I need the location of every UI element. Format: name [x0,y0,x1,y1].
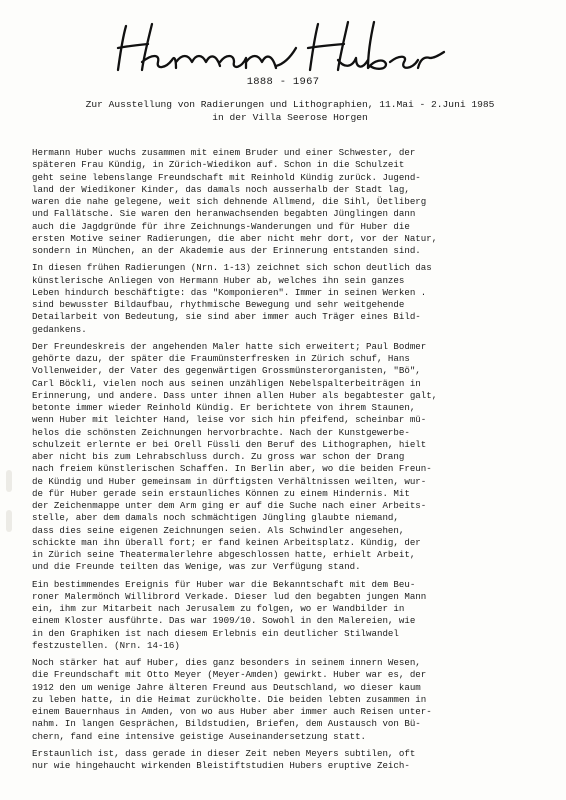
text-line: gehörte dazu, der später die Fraumünsterfresken in Zürich schuf, Hans [32,353,410,364]
text-line: Carl Böckli, vielen noch aus seinen unzähligen Nebelspalterbeiträgen in [32,377,421,389]
text-line: helos die schönsten Zeichnungen hervorbrachte. Nach der Kunstgewerbe- [32,426,410,438]
text-line: in Zürich seine Theatermalerlehre abgeschlossen hatte, erhielt Arbeit, [32,549,416,560]
text-line: de Kündig und Huber gemeinsam in dürftigsten Verhältnissen weilten, wur- [32,475,427,487]
paragraph [32,341,556,574]
text-line: nahm. In langen Gesprächen, Bildstudien, Briefen, dem Austausch von Bü- [32,718,421,730]
paragraph [32,748,556,773]
paragraph [32,657,556,743]
paragraph [32,147,556,257]
text-line: de für Huber gerade sein erstaunliches Können zu einem Hindernis. Mit [32,487,410,499]
text-line: Detailarbeit von Bedeutung, sie sind aber immer auch Träger eines Bild- [32,311,421,323]
text-line: nach freiem künstlerischen Schaffen. In Berlin aber, wo die beiden Freun- [32,463,432,475]
text-line: sind bewusster Bildaufbau, rhythmische Bewegung und sehr weitgehende [32,299,405,310]
text-line: dass dies seine eigenen Zeichnungen seien. Als Schwindler angesehen, [32,524,405,536]
text-line: einem Kloster ausführte. Das war 1909/10. Sowohl in den Malereien, wie [32,615,416,627]
text-line: chern, fand eine intensive geistige Auseinandersetzung statt. [32,730,367,742]
text-line: die Freundschaft mit Otto Meyer (Meyer-Amden) gewirkt. Huber war es, der [32,669,427,681]
paragraph [32,262,556,336]
text-line: ersten Motive seiner Radierungen, die aber nicht mehr dort, vor der Natur, [32,232,438,244]
text-line: einem Bauernhaus in Amden, von wo aus Huber aber immer auch Reisen unter- [32,706,432,717]
text-line: späteren Frau Kündig, in Zürich-Wiedikon auf. Schon in die Schulzeit [32,159,405,171]
text-line: waren die nahe gelegene, weit sich dehnende Allmend, die Sihl, Üetliberg [32,196,427,207]
text-line: schickte man ihn überall fort; er fand keinen Arbeitsplatz. Kündig, der [32,536,421,548]
text-line: Erinnerung, und andere. Dass unter ihnen allen Huber als begabtester galt, [32,389,438,401]
text-line: Erstaunlich ist, dass gerade in dieser Zeit neben Meyers subtilen, oft [32,747,416,759]
text-line: nur wie hingehaucht wirkenden Bleistiftstudien Hubers eruptive Zeich- [32,760,410,771]
text-line: stelle, aber dem damals noch schmächtigen Jüngling glaubte niemand, [32,512,399,524]
text-line: Leben hindurch beschäftigte: das "Komponieren". Immer in seinen Werken . [32,286,427,298]
text-line: künstlerische Anliegen von Hermann Huber ab, welches ihn sein ganzes [32,274,405,286]
punch-hole-mark [6,510,12,532]
text-line: Der Freundeskreis der angehenden Maler hatte sich erweitert; Paul Bodmer [32,340,427,352]
text-line: und die Freunde teilten das Wenige, was zur Verfügung stand. [32,561,361,573]
text-line: aber nicht bis zum Lehrabschluss durch. Zu gross war schon der Drang [32,451,405,462]
text-line: schulzeit erlernte er bei Orell Füssli den Beruf des Lithographen, hielt [32,438,427,450]
handwritten-signature [112,18,462,76]
text-line: in den Graphiken ist nach diesem Erlebnis ein deutlicher Stilwandel [32,627,399,639]
text-line: Vollenweider, der Vater des gegenwärtigen Grossmünsterorganisten, "Bö", [32,365,421,377]
text-line: Noch stärker hat auf Huber, dies ganz besonders in seinem innern Wesen, [32,657,421,668]
text-line: zu leben hatte, in die Heimat zurückholte. Die beiden lebten zusammen in [32,693,427,705]
text-line: betonte immer wieder Reinhold Kündig. Er berichtete von ihrem Staunen, [32,402,416,413]
text-line: sondern in München, an der Akademie aus der Erinnerung entstanden sind. [32,245,421,256]
text-line: roner Malermönch Willibrord Verkade. Dieser lud den begabten jungen Mann [32,590,427,602]
subtitle-line: in der Villa Seerose Horgen [212,112,368,123]
punch-hole-mark [6,470,12,492]
exhibition-subtitle [30,98,550,124]
text-line: ein, ihm zur Mitarbeit nach Jerusalem zu folgen, wo er Wandbilder in [32,603,405,614]
text-line: auch die Jagdgründe für ihre Zeichnungs-Wanderungen und für Huber die [32,220,410,232]
life-years: 1888 - 1967 [246,76,320,88]
text-line: land der Wiedikoner Kinder, das damals noch ausserhalb der Stadt lag, [32,183,410,195]
text-line: 1912 den um wenige Jahre älteren Freund aus Deutschland, wo dieser kaum [32,681,421,693]
paragraph [32,579,556,653]
text-line: der Zeichenmappe unter dem Arm ging er auf die Suche nach einer Arbeits- [32,500,427,511]
text-line: wenn Huber mit leichter Hand, leise vor sich hin pfeifend, scheinbar mü- [32,414,427,426]
text-line: festzustellen. (Nrn. 14-16) [32,639,180,651]
text-line: Hermann Huber wuchs zusammen mit einem Bruder und einer Schwester, der [32,147,416,158]
subtitle-line: Zur Ausstellung von Radierungen und Lithographien, 11.Mai - 2.Juni 1985 [85,99,495,110]
text-line: In diesen frühen Radierungen (Nrn. 1-13) zeichnet sich schon deutlich das [32,262,432,274]
text-line: und Fallätsche. Sie waren den heranwachsenden begabten Jünglingen dann [32,208,416,220]
text-line: gedankens. [32,323,87,335]
text-line: geht seine lebenslange Freundschaft mit Reinhold Kündig zurück. Jugend- [32,171,421,183]
text-line: Ein bestimmendes Ereignis für Huber war die Bekanntschaft mit dem Beu- [32,578,416,590]
body-text [32,147,556,777]
